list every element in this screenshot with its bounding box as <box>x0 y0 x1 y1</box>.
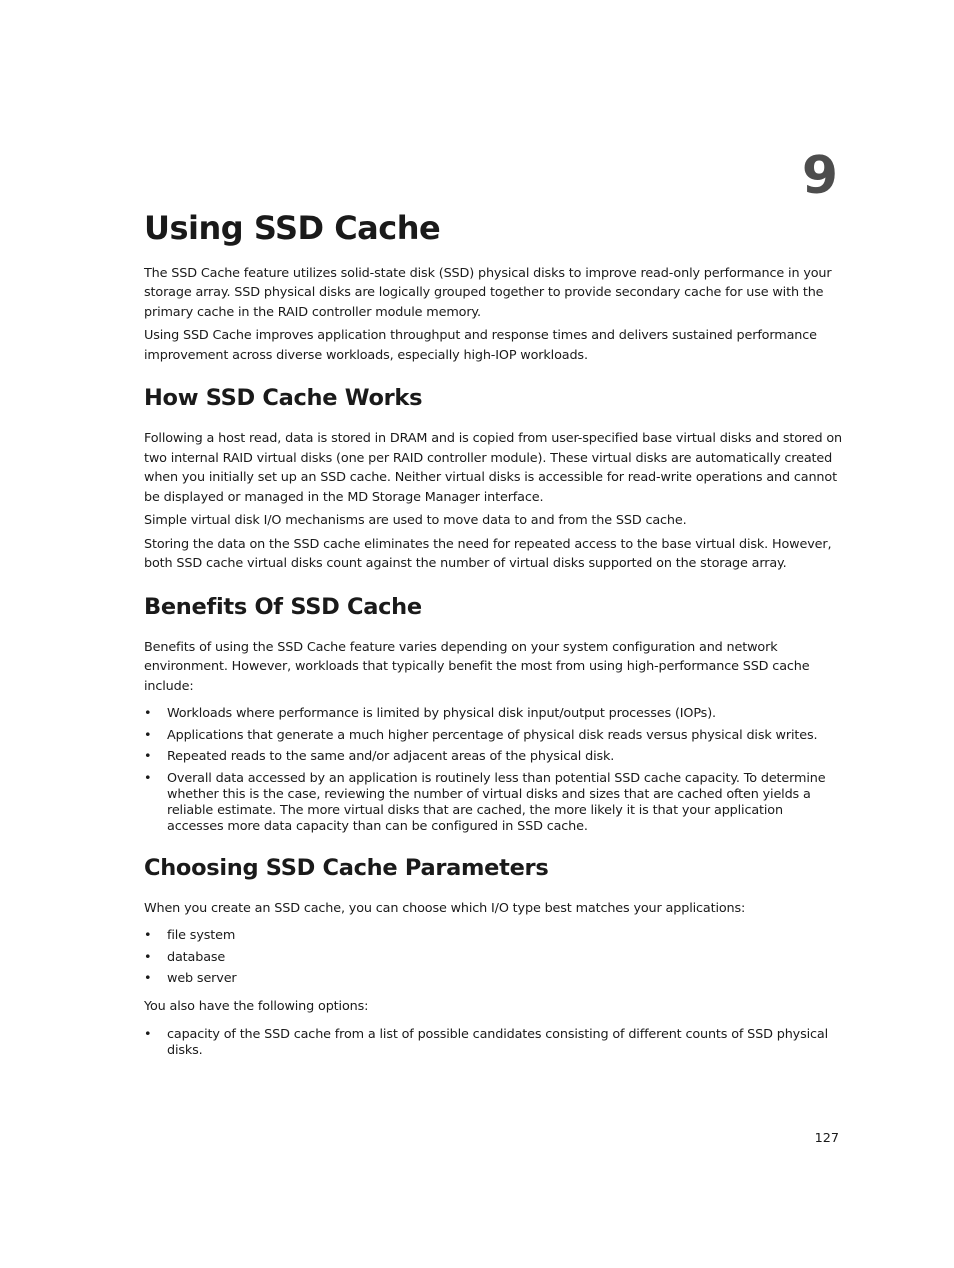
bullet-icon: • <box>144 727 152 743</box>
list-item <box>144 706 842 722</box>
body-paragraph: Storing the data on the SSD cache eliminates the need for repeated access to the base virtual disk. However, both SSD cache virtual disks count against the number of virtual disks supported on the storage array. <box>144 536 832 572</box>
list-item <box>144 771 842 835</box>
bullet-icon: • <box>144 928 152 944</box>
list-item <box>144 728 842 744</box>
body-paragraph: When you create an SSD cache, you can choose which I/O type best matches your applications: <box>144 900 746 916</box>
list-item-text: Applications that generate a much higher percentage of physical disk reads versus physical disk writes. <box>167 727 818 743</box>
bullet-icon: • <box>144 1026 152 1042</box>
section-heading-how-it-works: How SSD Cache Works <box>144 385 423 412</box>
bullet-icon: • <box>144 749 152 765</box>
options-list <box>144 1027 842 1059</box>
bullet-icon: • <box>144 971 152 987</box>
list-item <box>144 928 842 944</box>
list-item-text: Repeated reads to the same and/or adjacent areas of the physical disk. <box>167 749 615 765</box>
list-item-text: Workloads where performance is limited by physical disk input/output processes (IOPs). <box>167 706 716 722</box>
chapter-number: 9 <box>801 146 838 206</box>
body-paragraph: Benefits of using the SSD Cache feature varies depending on your system configuration and network environment. However, workloads that typically benefit the most from using high-performance SSD cache include: <box>144 639 810 694</box>
bullet-icon: • <box>144 949 152 965</box>
page-number: 127 <box>814 1131 839 1146</box>
body-paragraph: Simple virtual disk I/O mechanisms are used to move data to and from the SSD cache. <box>144 513 687 529</box>
list-item <box>144 971 842 987</box>
intro-paragraph: Using SSD Cache improves application throughput and response times and delivers sustained performance improvement across diverse workloads, especially high-IOP workloads. <box>144 328 817 363</box>
body-paragraph: You also have the following options: <box>144 999 369 1015</box>
list-item <box>144 950 842 966</box>
list-item-text: Overall data accessed by an application is routinely less than potential SSD cache capacity. To determine whether this is the case, reviewing the number of virtual disks and sizes that are cached often yields a reliable estimate. The more virtual disks that are cached, the more likely it is that your application accesses more data capacity than can be configured in SSD cache. <box>167 770 826 834</box>
intro-paragraph: The SSD Cache feature utilizes solid-state disk (SSD) physical disks to improve read-only performance in your storage array. SSD physical disks are logically grouped together to provide secondary cache for use with the primary cache in the RAID controller module memory. <box>144 265 832 320</box>
section-heading-benefits: Benefits Of SSD Cache <box>144 593 422 620</box>
section-heading-parameters: Choosing SSD Cache Parameters <box>144 854 549 881</box>
list-item-text: capacity of the SSD cache from a list of possible candidates consisting of different counts of SSD physical disks. <box>167 1026 829 1058</box>
page-content <box>144 210 842 1069</box>
list-item <box>144 1027 842 1059</box>
io-type-list <box>144 928 842 987</box>
benefits-list <box>144 706 842 835</box>
list-item <box>144 749 842 765</box>
list-item-text: web server <box>167 971 237 987</box>
bullet-icon: • <box>144 706 152 722</box>
list-item-text: database <box>167 949 226 965</box>
bullet-icon: • <box>144 770 152 786</box>
page-title: Using SSD Cache <box>144 209 441 247</box>
list-item-text: file system <box>167 928 236 944</box>
body-paragraph: Following a host read, data is stored in DRAM and is copied from user-specified base virtual disks and stored on two internal RAID virtual disks (one per RAID controller module). These virtual disks are automatically created when you initially set up an SSD cache. Neither virtual disks is accessible for read-write operations and cannot be displayed or managed in the MD Storage Manager interface. <box>144 431 842 505</box>
